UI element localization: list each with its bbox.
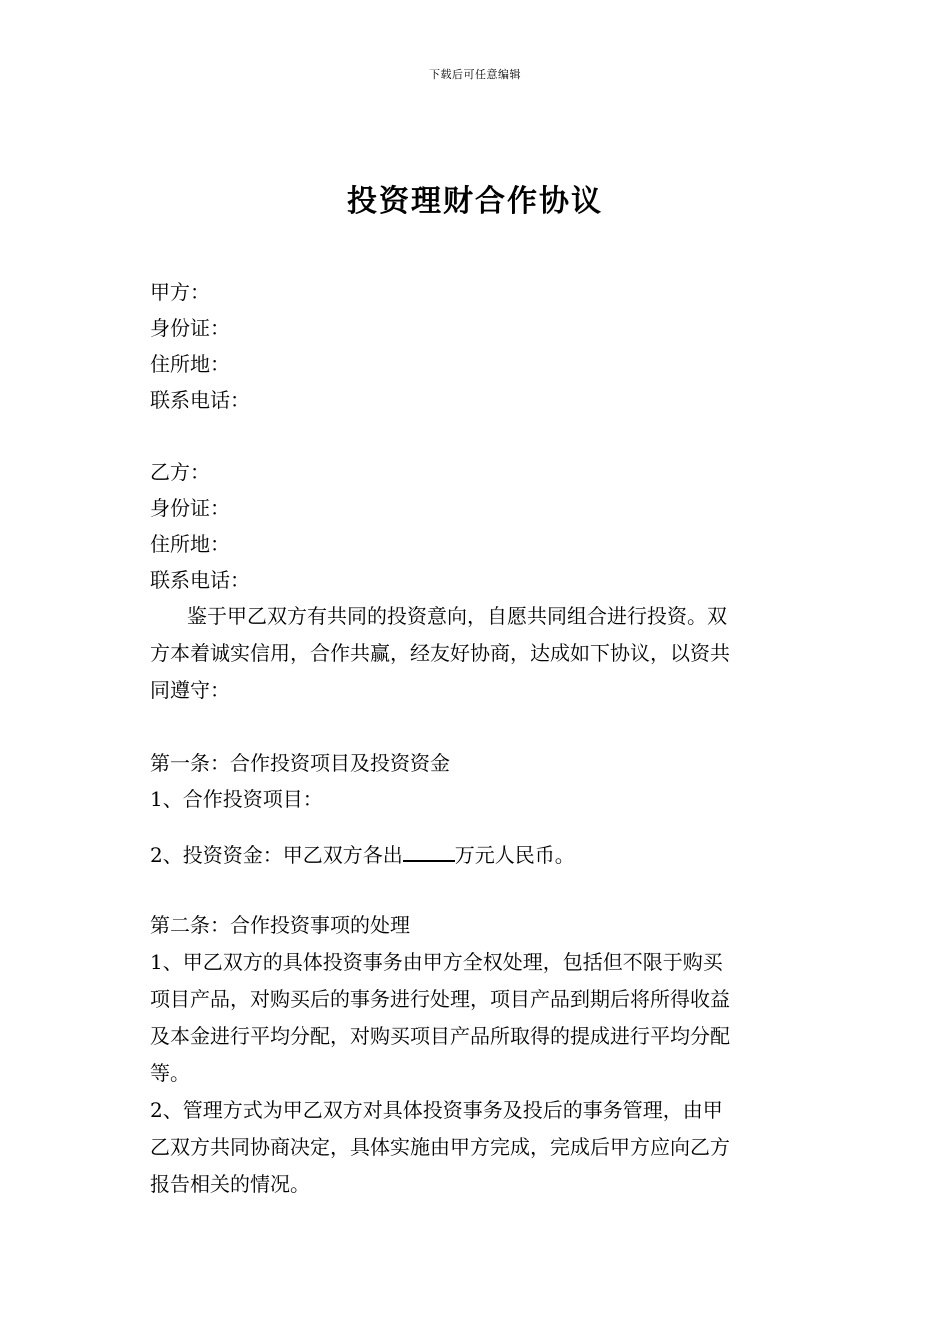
page-header-note: 下载后可任意编辑 bbox=[429, 68, 521, 81]
article-2-item-1-line-4: 等。 bbox=[150, 1061, 190, 1085]
article-2-item-2-line-3: 报告相关的情况。 bbox=[150, 1172, 310, 1196]
party-b-label: 乙方： bbox=[150, 460, 210, 484]
party-b-phone: 联系电话： bbox=[150, 568, 250, 592]
article-2-item-2-line-1: 2、管理方式为甲乙双方对具体投资事务及投后的事务管理，由甲 bbox=[150, 1098, 723, 1122]
article-1-item-1: 1、合作投资项目： bbox=[150, 787, 323, 811]
article-2-heading: 第二条：合作投资事项的处理 bbox=[150, 913, 410, 937]
article-2-item-1-line-2: 项目产品，对购买后的事务进行处理，项目产品到期后将所得收益 bbox=[150, 987, 730, 1011]
article-2-item-2-line-2: 乙双方共同协商决定，具体实施由甲方完成，完成后甲方应向乙方 bbox=[150, 1135, 730, 1159]
party-b-id: 身份证： bbox=[150, 496, 230, 520]
article-1-item-2-prefix: 2、投资资金：甲乙双方各出 bbox=[150, 843, 403, 867]
party-a-id: 身份证： bbox=[150, 316, 230, 340]
article-2-item-1-line-3: 及本金进行平均分配，对购买项目产品所取得的提成进行平均分配 bbox=[150, 1024, 730, 1048]
preamble-line-2: 方本着诚实信用，合作共赢，经友好协商，达成如下协议，以资共 bbox=[150, 641, 730, 665]
article-1-heading: 第一条：合作投资项目及投资资金 bbox=[150, 751, 450, 775]
party-a-address: 住所地： bbox=[150, 352, 230, 376]
article-2-item-1-line-1: 1、甲乙双方的具体投资事务由甲方全权处理，包括但不限于购买 bbox=[150, 950, 723, 974]
party-b-address: 住所地： bbox=[150, 532, 230, 556]
party-a-label: 甲方： bbox=[150, 280, 210, 304]
article-1-item-2-suffix: 万元人民币。 bbox=[454, 843, 575, 867]
document-title: 投资理财合作协议 bbox=[347, 184, 603, 219]
article-1-item-2 bbox=[150, 842, 575, 868]
amount-blank bbox=[403, 842, 455, 862]
party-a-phone: 联系电话： bbox=[150, 388, 250, 412]
preamble-line-3: 同遵守： bbox=[150, 678, 230, 702]
preamble-line-1: 鉴于甲乙双方有共同的投资意向，自愿共同组合进行投资。双 bbox=[187, 604, 727, 628]
